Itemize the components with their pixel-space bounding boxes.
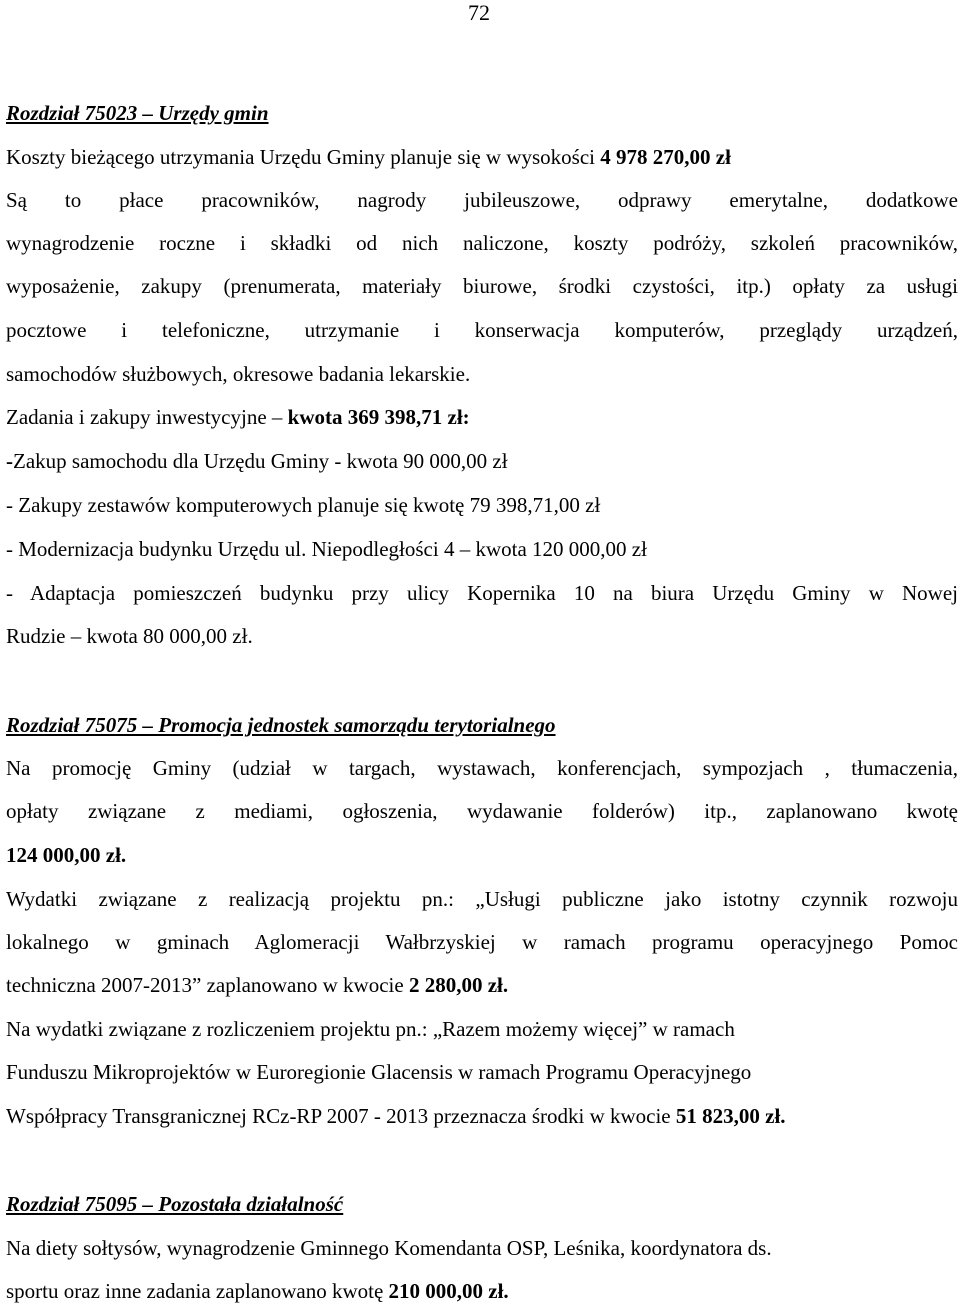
list-item: - Adaptacja pomieszczeń budynku przy ulicy Kopernika 10 na biura Urzędu Gminy w Nowej (6, 581, 958, 605)
paragraph-line (6, 972, 508, 998)
section-heading-75075: Rozdział 75075 – Promocja jednostek samorządu terytorialnego (6, 713, 556, 737)
project-amount: 2 280,00 zł. (408, 973, 509, 997)
list-item (6, 448, 508, 474)
paragraph-line: Na wydatki związane z rozliczeniem projektu pn.: „Razem możemy więcej” w ramach (6, 1017, 735, 1041)
investment-amount: kwota 369 398,71 zł: (287, 405, 470, 429)
paragraph-line: lokalnego w gminach Aglomeracji Wałbrzyskiej w ramach programu operacyjnego Pomoc (6, 930, 958, 954)
list-item-text: Zakup samochodu dla Urzędu Gminy - kwota 90 000,00 zł (13, 449, 508, 473)
other-amount: 210 000,00 zł. (388, 1279, 509, 1303)
list-item-continuation: Rudzie – kwota 80 000,00 zł. (6, 624, 253, 648)
promotion-amount-value: 124 000,00 zł. (6, 843, 127, 867)
other-text: sportu oraz inne zadania zaplanowano kwotę (6, 1279, 389, 1303)
paragraph-costs (6, 144, 731, 170)
paragraph-line: Wydatki związane z realizacją projektu pn.: „Usługi publiczne jako istotny czynnik rozwoju (6, 887, 958, 911)
microproject-text: Współpracy Transgranicznej RCz-RP 2007 - 2013 przeznacza środki w kwocie (6, 1104, 676, 1128)
paragraph-line: Funduszu Mikroprojektów w Euroregionie Glacensis w ramach Programu Operacyjnego (6, 1060, 752, 1084)
costs-text: Koszty bieżącego utrzymania Urzędu Gminy planuje się w wysokości (6, 145, 601, 169)
project-text: techniczna 2007-2013” zaplanowano w kwocie (6, 973, 409, 997)
paragraph-line: opłaty związane z mediami, ogłoszenia, wydawanie folderów) itp., zaplanowano kwotę (6, 799, 958, 823)
section-heading-75095: Rozdział 75095 – Pozostała działalność (6, 1192, 344, 1216)
list-dash: - (6, 449, 13, 473)
microproject-amount: 51 823,00 zł. (675, 1104, 786, 1128)
paragraph-line (6, 1103, 786, 1129)
paragraph-line: pocztowe i telefoniczne, utrzymanie i konserwacja komputerów, przeglądy urządzeń, (6, 318, 958, 342)
investment-text: Zadania i zakupy inwestycyjne – (6, 405, 288, 429)
paragraph-line: Na promocję Gminy (udział w targach, wystawach, konferencjach, sympozjach , tłumaczenia, (6, 756, 958, 780)
costs-amount: 4 978 270,00 zł (600, 145, 731, 169)
paragraph-line: samochodów służbowych, okresowe badania lekarskie. (6, 362, 471, 386)
paragraph-line: wyposażenie, zakupy (prenumerata, materiały biurowe, środki czystości, itp.) opłaty za usługi (6, 274, 958, 298)
investment-line (6, 404, 470, 430)
paragraph-line: wynagrodzenie roczne i składki od nich naliczone, koszty podróży, szkoleń pracowników, (6, 231, 958, 255)
list-item: - Modernizacja budynku Urzędu ul. Niepodległości 4 – kwota 120 000,00 zł (6, 537, 647, 561)
promotion-amount (6, 842, 126, 868)
page-number: 72 (468, 0, 490, 25)
paragraph-line (6, 1278, 509, 1304)
paragraph-line: Na diety sołtysów, wynagrodzenie Gminnego Komendanta OSP, Leśnika, koordynatora ds. (6, 1236, 772, 1260)
list-item: - Zakupy zestawów komputerowych planuje się kwotę 79 398,71,00 zł (6, 493, 601, 517)
paragraph-line: Są to płace pracowników, nagrody jubileuszowe, odprawy emerytalne, dodatkowe (6, 188, 958, 212)
section-heading-75023: Rozdział 75023 – Urzędy gmin (6, 101, 269, 125)
